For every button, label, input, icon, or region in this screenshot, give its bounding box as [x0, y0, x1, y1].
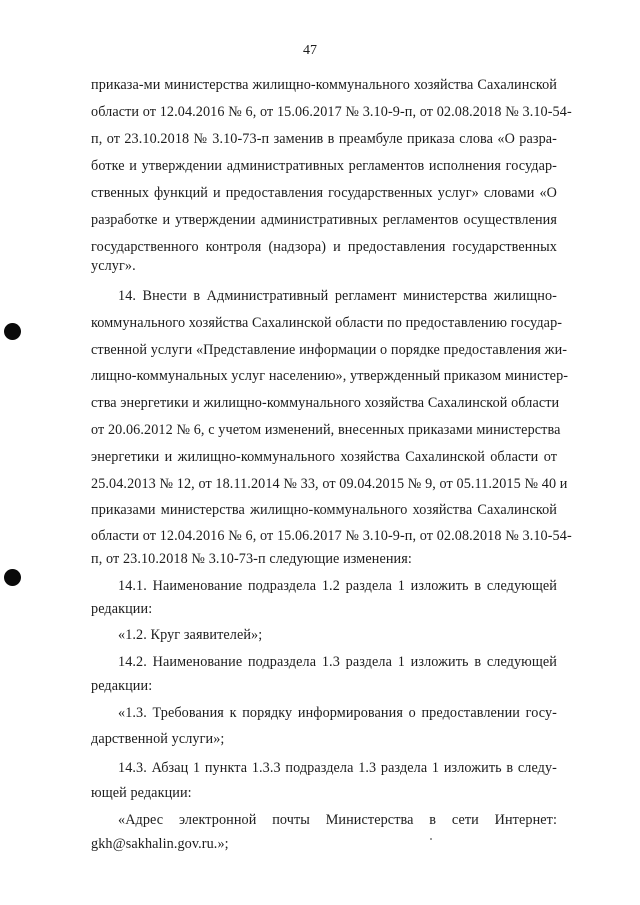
text-line: gkh@sakhalin.gov.ru.»; — [91, 836, 229, 852]
text-line: разработке и утверждении административных регламентов осуществления — [91, 212, 557, 228]
text-line: ботке и утверждении административных регламентов исполнения государ- — [91, 158, 557, 174]
page-number: 47 — [303, 43, 317, 58]
scan-speck — [430, 838, 432, 840]
text-line: ственной услуги «Представление информации о порядке предоставления жи- — [91, 342, 568, 358]
text-line: редакции: — [91, 601, 153, 617]
text-line: 25.04.2013 № 12, от 18.11.2014 № 33, от 09.04.2015 № 9, от 05.11.2015 № 40 и — [91, 476, 568, 492]
text-line: «1.2. Круг заявителей»; — [118, 627, 263, 643]
text-line: редакции: — [91, 678, 153, 694]
text-line: ющей редакции: — [91, 785, 192, 801]
text-line: «1.3. Требования к порядку информирования о предоставлении госу- — [118, 705, 557, 721]
text-line: «Адрес электронной почты Министерства в сети Интернет: — [118, 812, 557, 828]
text-line: от 20.06.2012 № 6, с учетом изменений, внесенных приказами министерства — [91, 422, 561, 438]
text-line: п, от 23.10.2018 № 3.10-73-п заменив в преамбуле приказа слова «О разра- — [91, 131, 557, 147]
text-line: области от 12.04.2016 № 6, от 15.06.2017 № 3.10-9-п, от 02.08.2018 № 3.10-54- — [91, 528, 572, 544]
text-line: лищно-коммунальных услуг населению», утвержденный приказом министер- — [91, 368, 569, 384]
text-line: государственного контроля (надзора) и предоставления государственных — [91, 239, 557, 255]
text-line: услуг». — [91, 258, 136, 274]
text-line: ства энергетики и жилищно-коммунального хозяйства Сахалинской области — [91, 395, 560, 411]
text-line: приказами министерства жилищно-коммунального хозяйства Сахалинской — [91, 502, 557, 518]
text-line: 14.3. Абзац 1 пункта 1.3.3 подраздела 1.3 раздела 1 изложить в следу- — [118, 760, 557, 776]
text-line: коммунального хозяйства Сахалинской области по предоставлению государ- — [91, 315, 563, 331]
punch-hole-top — [4, 323, 21, 340]
text-line: 14. Внести в Административный регламент министерства жилищно- — [118, 288, 557, 304]
text-line: энергетики и жилищно-коммунального хозяйства Сахалинской области от — [91, 449, 557, 465]
text-line: п, от 23.10.2018 № 3.10-73-п следующие изменения: — [91, 551, 412, 567]
text-line: области от 12.04.2016 № 6, от 15.06.2017 № 3.10-9-п, от 02.08.2018 № 3.10-54- — [91, 104, 572, 120]
text-line: дарственной услуги»; — [91, 731, 225, 747]
text-line: 14.1. Наименование подраздела 1.2 раздела 1 изложить в следующей — [118, 578, 557, 594]
text-line: ственных функций и предоставления государственных услуг» словами «О — [91, 185, 557, 201]
punch-hole-bottom — [4, 569, 21, 586]
text-line: приказа-ми министерства жилищно-коммунального хозяйства Сахалинской — [91, 77, 557, 93]
text-line: 14.2. Наименование подраздела 1.3 раздела 1 изложить в следующей — [118, 654, 557, 670]
